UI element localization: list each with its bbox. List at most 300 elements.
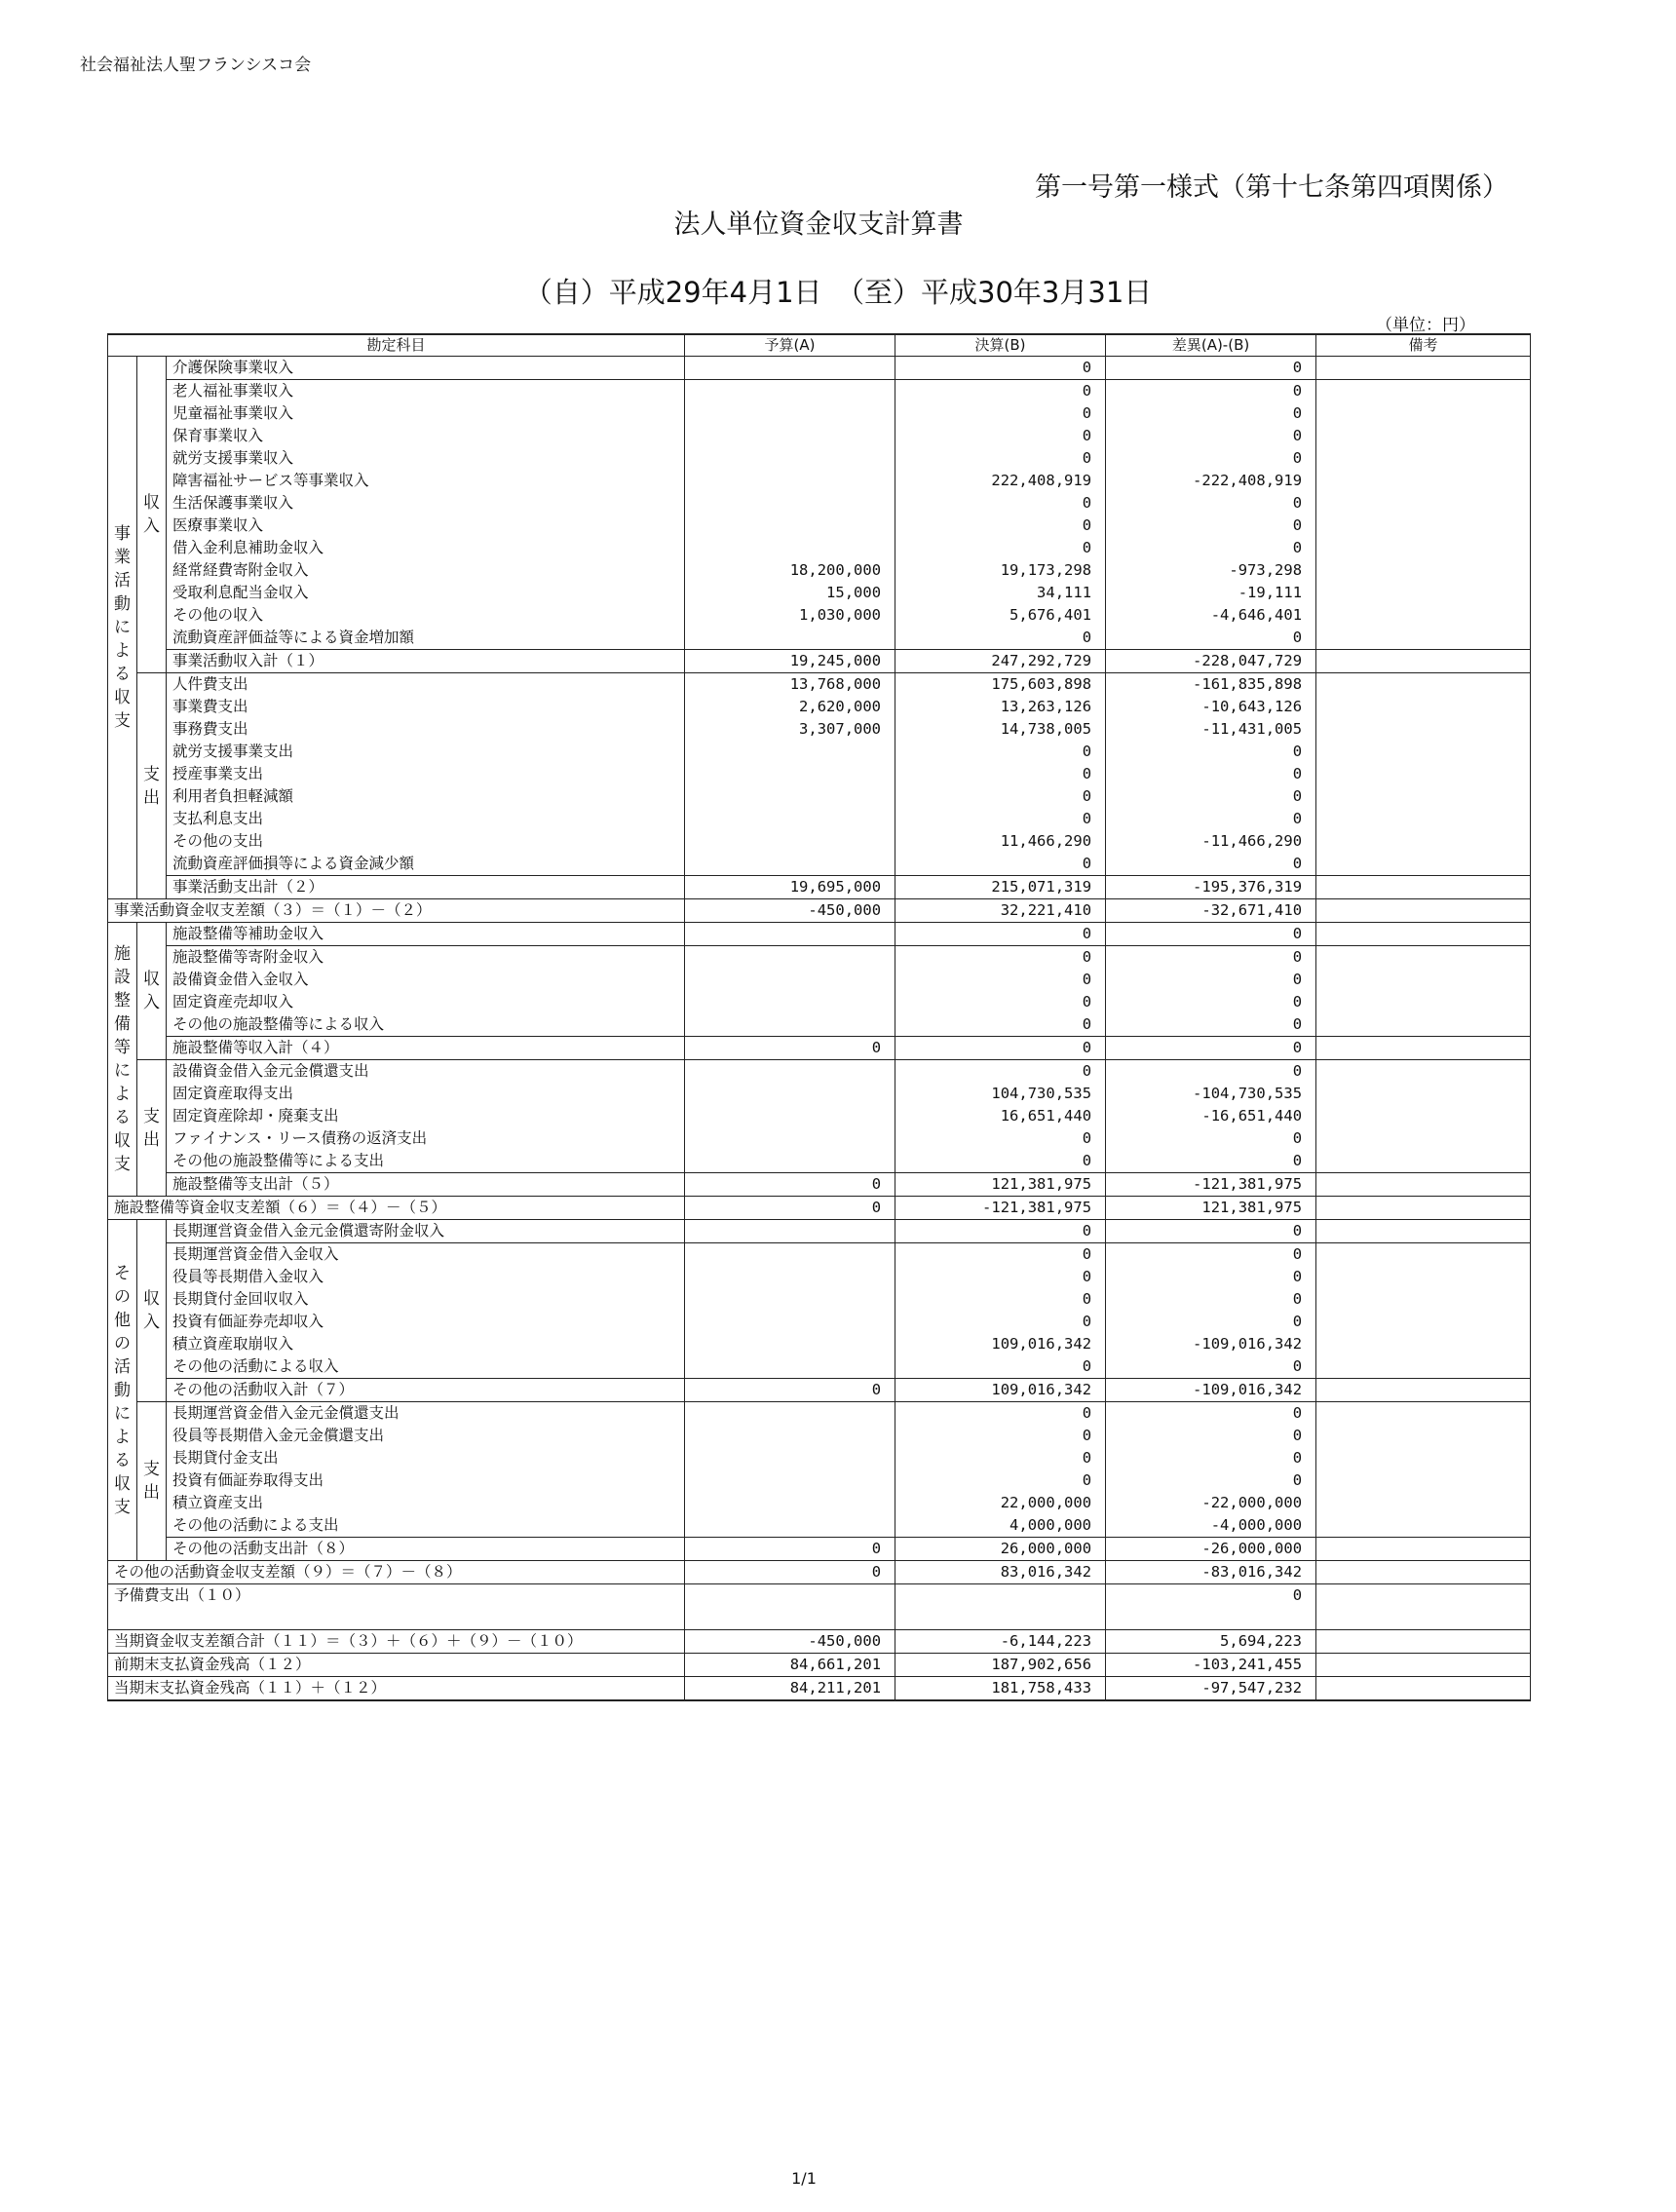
subtotal-row — [108, 650, 1531, 673]
account-name: 保育事業収入 — [167, 425, 685, 447]
diff-cell: -121,381,975 — [1106, 1173, 1316, 1197]
actual-cell: 83,016,342 — [895, 1561, 1106, 1584]
budget-cell — [685, 1220, 895, 1243]
remarks-cell — [1316, 1447, 1531, 1469]
account-name: 役員等長期借入金元金償還支出 — [167, 1425, 685, 1447]
actual-cell: 0 — [895, 402, 1106, 425]
remarks-cell — [1316, 537, 1531, 559]
account-name: 児童福祉事業収入 — [167, 402, 685, 425]
table-row — [108, 741, 1531, 763]
diff-cell: 0 — [1106, 1220, 1316, 1243]
diff-cell: -973,298 — [1106, 559, 1316, 582]
account-name: 施設整備等寄附金収入 — [167, 946, 685, 970]
diff-cell: 0 — [1106, 763, 1316, 785]
account-name: 施設整備等補助金収入 — [167, 923, 685, 946]
diff-cell: -97,547,232 — [1106, 1677, 1316, 1701]
account-name: 医療事業収入 — [167, 515, 685, 537]
budget-cell: 13,768,000 — [685, 673, 895, 697]
account-name: 就労支援事業支出 — [167, 741, 685, 763]
actual-cell: 4,000,000 — [895, 1514, 1106, 1538]
header-actual: 決算(B) — [895, 334, 1106, 357]
table-row — [108, 1083, 1531, 1105]
balance-row — [108, 899, 1531, 923]
actual-cell: 0 — [895, 1447, 1106, 1469]
account-name: 利用者負担軽減額 — [167, 785, 685, 808]
actual-cell: 104,730,535 — [895, 1083, 1106, 1105]
account-name: 事業活動資金収支差額（３）＝（１）－（２） — [108, 899, 685, 923]
diff-cell: 0 — [1106, 380, 1316, 403]
account-name: 設備資金借入金元金償還支出 — [167, 1060, 685, 1084]
table-row — [108, 1492, 1531, 1514]
budget-cell — [685, 1425, 895, 1447]
table-row — [108, 1311, 1531, 1333]
diff-cell: 0 — [1106, 808, 1316, 830]
remarks-cell — [1316, 650, 1531, 673]
budget-cell — [685, 763, 895, 785]
budget-cell — [685, 923, 895, 946]
table-row — [108, 969, 1531, 991]
account-name: 障害福祉サービス等事業収入 — [167, 470, 685, 492]
table-row — [108, 1333, 1531, 1355]
diff-cell: 0 — [1106, 1311, 1316, 1333]
table-row — [108, 1060, 1531, 1084]
actual-cell: 11,466,290 — [895, 830, 1106, 853]
actual-cell: 0 — [895, 537, 1106, 559]
diff-cell: 0 — [1106, 785, 1316, 808]
budget-cell: -450,000 — [685, 1630, 895, 1654]
actual-cell: 181,758,433 — [895, 1677, 1106, 1701]
actual-cell: 0 — [895, 1060, 1106, 1084]
table-row — [108, 1127, 1531, 1150]
account-name: その他の支出 — [167, 830, 685, 853]
remarks-cell — [1316, 830, 1531, 853]
remarks-cell — [1316, 741, 1531, 763]
remarks-cell — [1316, 1677, 1531, 1701]
diff-cell: 0 — [1106, 1266, 1316, 1288]
diff-cell: -4,646,401 — [1106, 604, 1316, 627]
category-label: その他の活動による収支 — [108, 1220, 137, 1561]
account-name: 役員等長期借入金収入 — [167, 1266, 685, 1288]
actual-cell: -121,381,975 — [895, 1197, 1106, 1220]
remarks-cell — [1316, 1379, 1531, 1402]
account-name: 固定資産売却収入 — [167, 991, 685, 1013]
actual-cell: 222,408,919 — [895, 470, 1106, 492]
budget-cell — [685, 470, 895, 492]
account-name: 流動資産評価損等による資金減少額 — [167, 853, 685, 876]
income-label: 収入 — [137, 1220, 167, 1402]
diff-cell: 0 — [1106, 1288, 1316, 1311]
budget-cell — [685, 1243, 895, 1267]
table-row — [108, 604, 1531, 627]
budget-cell — [685, 1060, 895, 1084]
expense-label: 支出 — [137, 673, 167, 899]
actual-cell: 109,016,342 — [895, 1379, 1106, 1402]
budget-cell: 0 — [685, 1173, 895, 1197]
actual-cell: 0 — [895, 1150, 1106, 1173]
budget-cell — [685, 357, 895, 380]
account-name: その他の活動支出計（８） — [167, 1538, 685, 1561]
diff-cell: -4,000,000 — [1106, 1514, 1316, 1538]
account-name: 流動資産評価益等による資金増加額 — [167, 627, 685, 650]
diff-cell: 0 — [1106, 425, 1316, 447]
diff-cell: 0 — [1106, 1355, 1316, 1379]
remarks-cell — [1316, 969, 1531, 991]
diff-cell: 0 — [1106, 923, 1316, 946]
account-name: 生活保護事業収入 — [167, 492, 685, 515]
remarks-cell — [1316, 923, 1531, 946]
remarks-cell — [1316, 1630, 1531, 1654]
subtotal-row — [108, 1173, 1531, 1197]
budget-cell — [685, 537, 895, 559]
summary-row — [108, 1630, 1531, 1654]
remarks-cell — [1316, 1425, 1531, 1447]
actual-cell: 175,603,898 — [895, 673, 1106, 697]
subtotal-row — [108, 1538, 1531, 1561]
diff-cell: -104,730,535 — [1106, 1083, 1316, 1105]
actual-cell: 215,071,319 — [895, 876, 1106, 899]
diff-cell: 0 — [1106, 492, 1316, 515]
remarks-cell — [1316, 853, 1531, 876]
budget-cell: 2,620,000 — [685, 696, 895, 718]
income-label: 収入 — [137, 923, 167, 1060]
diff-cell: -11,466,290 — [1106, 830, 1316, 853]
diff-cell: 0 — [1106, 1469, 1316, 1492]
actual-cell: 5,676,401 — [895, 604, 1106, 627]
budget-cell — [685, 853, 895, 876]
remarks-cell — [1316, 1402, 1531, 1426]
diff-cell: 0 — [1106, 1127, 1316, 1150]
actual-cell: 0 — [895, 1220, 1106, 1243]
diff-cell: 5,694,223 — [1106, 1630, 1316, 1654]
account-name: ファイナンス・リース債務の返済支出 — [167, 1127, 685, 1150]
budget-cell — [685, 1013, 895, 1037]
header-account: 勘定科目 — [108, 334, 685, 357]
actual-cell: 0 — [895, 1127, 1106, 1150]
actual-cell: 247,292,729 — [895, 650, 1106, 673]
diff-cell: -26,000,000 — [1106, 1538, 1316, 1561]
account-name: その他の収入 — [167, 604, 685, 627]
actual-cell: 0 — [895, 380, 1106, 403]
actual-cell: 0 — [895, 741, 1106, 763]
table-row — [108, 785, 1531, 808]
category-label: 施設整備等による収支 — [108, 923, 137, 1197]
account-name: 事業費支出 — [167, 696, 685, 718]
diff-cell: -195,376,319 — [1106, 876, 1316, 899]
remarks-cell — [1316, 1105, 1531, 1127]
account-name: 施設整備等支出計（５） — [167, 1173, 685, 1197]
budget-cell — [685, 380, 895, 403]
remarks-cell — [1316, 1173, 1531, 1197]
table-row — [108, 627, 1531, 650]
budget-cell: 0 — [685, 1561, 895, 1584]
remarks-cell — [1316, 808, 1531, 830]
actual-cell: 0 — [895, 1037, 1106, 1060]
account-name: 経常経費寄附金収入 — [167, 559, 685, 582]
account-name: その他の活動収入計（７） — [167, 1379, 685, 1402]
account-name: 老人福祉事業収入 — [167, 380, 685, 403]
diff-cell: -109,016,342 — [1106, 1333, 1316, 1355]
table-row — [108, 991, 1531, 1013]
remarks-cell — [1316, 582, 1531, 604]
account-name: 借入金利息補助金収入 — [167, 537, 685, 559]
budget-cell — [685, 741, 895, 763]
table-row — [108, 808, 1531, 830]
budget-cell — [685, 969, 895, 991]
budget-cell — [685, 1469, 895, 1492]
remarks-cell — [1316, 1514, 1531, 1538]
budget-cell: 19,695,000 — [685, 876, 895, 899]
account-name: 当期末支払資金残高（１１）＋（１２） — [108, 1677, 685, 1701]
diff-cell: -222,408,919 — [1106, 470, 1316, 492]
diff-cell: 0 — [1106, 741, 1316, 763]
table-row — [108, 470, 1531, 492]
remarks-cell — [1316, 492, 1531, 515]
budget-cell — [685, 515, 895, 537]
table-row — [108, 1220, 1531, 1243]
expense-label: 支出 — [137, 1402, 167, 1561]
remarks-cell — [1316, 1150, 1531, 1173]
actual-cell: 109,016,342 — [895, 1333, 1106, 1355]
table-row — [108, 425, 1531, 447]
account-name: 固定資産取得支出 — [167, 1083, 685, 1105]
diff-cell: 0 — [1106, 1243, 1316, 1267]
table-row — [108, 1402, 1531, 1426]
remarks-cell — [1316, 673, 1531, 697]
budget-cell: 0 — [685, 1379, 895, 1402]
actual-cell: 0 — [895, 923, 1106, 946]
budget-cell — [685, 1288, 895, 1311]
table-row — [108, 559, 1531, 582]
actual-cell: 0 — [895, 515, 1106, 537]
account-name: 受取利息配当金収入 — [167, 582, 685, 604]
account-name: 固定資産除却・廃棄支出 — [167, 1105, 685, 1127]
remarks-cell — [1316, 1584, 1531, 1630]
diff-cell: -11,431,005 — [1106, 718, 1316, 741]
budget-cell — [685, 785, 895, 808]
table-row — [108, 492, 1531, 515]
remarks-cell — [1316, 1127, 1531, 1150]
remarks-cell — [1316, 604, 1531, 627]
budget-cell — [685, 1150, 895, 1173]
remarks-cell — [1316, 425, 1531, 447]
actual-cell: 121,381,975 — [895, 1173, 1106, 1197]
budget-cell — [685, 1402, 895, 1426]
actual-cell: 0 — [895, 1355, 1106, 1379]
account-name: その他の活動による収入 — [167, 1355, 685, 1379]
diff-cell: -32,671,410 — [1106, 899, 1316, 923]
actual-cell: 0 — [895, 357, 1106, 380]
header-remarks: 備考 — [1316, 334, 1531, 357]
table-row — [108, 1243, 1531, 1267]
unit-label: （単位：円） — [1376, 316, 1475, 335]
actual-cell: 0 — [895, 447, 1106, 470]
actual-cell: 13,263,126 — [895, 696, 1106, 718]
actual-cell: 26,000,000 — [895, 1538, 1106, 1561]
account-name: 長期運営資金借入金収入 — [167, 1243, 685, 1267]
remarks-cell — [1316, 357, 1531, 380]
category-label: 事業活動による収支 — [108, 357, 137, 899]
account-name: 授産事業支出 — [167, 763, 685, 785]
diff-cell: -10,643,126 — [1106, 696, 1316, 718]
budget-cell: 84,661,201 — [685, 1654, 895, 1677]
remarks-cell — [1316, 559, 1531, 582]
actual-cell: 0 — [895, 492, 1106, 515]
account-name: 長期貸付金回収収入 — [167, 1288, 685, 1311]
actual-cell: 0 — [895, 1402, 1106, 1426]
remarks-cell — [1316, 785, 1531, 808]
table-row — [108, 1266, 1531, 1288]
budget-cell — [685, 1492, 895, 1514]
budget-cell: 0 — [685, 1197, 895, 1220]
remarks-cell — [1316, 1333, 1531, 1355]
remarks-cell — [1316, 1243, 1531, 1267]
remarks-cell — [1316, 1060, 1531, 1084]
actual-cell: 0 — [895, 1243, 1106, 1267]
subtotal-row — [108, 876, 1531, 899]
remarks-cell — [1316, 991, 1531, 1013]
table-row — [108, 946, 1531, 970]
actual-cell: 0 — [895, 425, 1106, 447]
account-name: 長期運営資金借入金元金償還寄附金収入 — [167, 1220, 685, 1243]
remarks-cell — [1316, 1288, 1531, 1311]
balance-row — [108, 1197, 1531, 1220]
table-row — [108, 853, 1531, 876]
diff-cell: 121,381,975 — [1106, 1197, 1316, 1220]
diff-cell: 0 — [1106, 991, 1316, 1013]
actual-cell: 0 — [895, 991, 1106, 1013]
actual-cell: 0 — [895, 969, 1106, 991]
actual-cell: 14,738,005 — [895, 718, 1106, 741]
remarks-cell — [1316, 718, 1531, 741]
actual-cell: 0 — [895, 1311, 1106, 1333]
budget-cell: 15,000 — [685, 582, 895, 604]
remarks-cell — [1316, 876, 1531, 899]
budget-cell: 19,245,000 — [685, 650, 895, 673]
diff-cell: 0 — [1106, 1150, 1316, 1173]
account-name: 事業活動支出計（２） — [167, 876, 685, 899]
table-row — [108, 1514, 1531, 1538]
remarks-cell — [1316, 1492, 1531, 1514]
expense-label: 支出 — [137, 1060, 167, 1197]
page-title: 法人単位資金収支計算書 — [673, 210, 964, 240]
table-row — [108, 1288, 1531, 1311]
budget-cell — [685, 1083, 895, 1105]
account-name: 施設整備等資金収支差額（６）＝（４）－（５） — [108, 1197, 685, 1220]
actual-cell: 19,173,298 — [895, 559, 1106, 582]
actual-cell: 0 — [895, 946, 1106, 970]
remarks-cell — [1316, 470, 1531, 492]
form-label: 第一号第一様式（第十七条第四項関係） — [1035, 172, 1508, 203]
remarks-cell — [1316, 1037, 1531, 1060]
remarks-cell — [1316, 1355, 1531, 1379]
diff-cell: 0 — [1106, 1060, 1316, 1084]
remarks-cell — [1316, 1311, 1531, 1333]
table-row — [108, 923, 1531, 946]
summary-row — [108, 1654, 1531, 1677]
remarks-cell — [1316, 1654, 1531, 1677]
account-name: 事務費支出 — [167, 718, 685, 741]
account-name: その他の活動による支出 — [167, 1514, 685, 1538]
table-row — [108, 673, 1531, 697]
remarks-cell — [1316, 899, 1531, 923]
actual-cell: 0 — [895, 853, 1106, 876]
remarks-cell — [1316, 447, 1531, 470]
diff-cell: 0 — [1106, 1447, 1316, 1469]
account-name: 就労支援事業収入 — [167, 447, 685, 470]
remarks-cell — [1316, 380, 1531, 403]
table-row — [108, 1447, 1531, 1469]
diff-cell: -161,835,898 — [1106, 673, 1316, 697]
account-name: 予備費支出（１０） — [108, 1584, 685, 1630]
table-row — [108, 830, 1531, 853]
remarks-cell — [1316, 946, 1531, 970]
diff-cell: -228,047,729 — [1106, 650, 1316, 673]
diff-cell: 0 — [1106, 969, 1316, 991]
table-row — [108, 537, 1531, 559]
remarks-cell — [1316, 627, 1531, 650]
table-row — [108, 380, 1531, 403]
subtotal-row — [108, 1037, 1531, 1060]
account-name: 施設整備等収入計（４） — [167, 1037, 685, 1060]
actual-cell: 0 — [895, 627, 1106, 650]
actual-cell: 0 — [895, 1288, 1106, 1311]
remarks-cell — [1316, 1538, 1531, 1561]
account-name: 長期貸付金支出 — [167, 1447, 685, 1469]
remarks-cell — [1316, 1561, 1531, 1584]
account-name: その他の活動資金収支差額（９）＝（７）－（８） — [108, 1561, 685, 1584]
diff-cell: -103,241,455 — [1106, 1654, 1316, 1677]
subtotal-row — [108, 1379, 1531, 1402]
header-budget: 予算(A) — [685, 334, 895, 357]
diff-cell: 0 — [1106, 357, 1316, 380]
diff-cell: 0 — [1106, 1584, 1316, 1630]
table-row — [108, 696, 1531, 718]
account-name: その他の施設整備等による支出 — [167, 1150, 685, 1173]
budget-cell: 0 — [685, 1037, 895, 1060]
diff-cell: -19,111 — [1106, 582, 1316, 604]
account-name: 積立資産取崩収入 — [167, 1333, 685, 1355]
actual-cell: 16,651,440 — [895, 1105, 1106, 1127]
budget-cell — [685, 991, 895, 1013]
actual-cell: 187,902,656 — [895, 1654, 1106, 1677]
diff-cell: 0 — [1106, 515, 1316, 537]
diff-cell: 0 — [1106, 853, 1316, 876]
diff-cell: 0 — [1106, 1037, 1316, 1060]
remarks-cell — [1316, 763, 1531, 785]
budget-cell — [685, 627, 895, 650]
account-name: 投資有価証券売却収入 — [167, 1311, 685, 1333]
budget-cell: 84,211,201 — [685, 1677, 895, 1701]
table-row — [108, 1013, 1531, 1037]
actual-cell: 0 — [895, 1266, 1106, 1288]
remarks-cell — [1316, 402, 1531, 425]
account-name: 支払利息支出 — [167, 808, 685, 830]
budget-cell — [685, 1333, 895, 1355]
diff-cell: 0 — [1106, 1013, 1316, 1037]
budget-cell — [685, 402, 895, 425]
account-name: 投資有価証券取得支出 — [167, 1469, 685, 1492]
remarks-cell — [1316, 1083, 1531, 1105]
budget-cell — [685, 1514, 895, 1538]
fiscal-period: （自）平成29年4月1日 （至）平成30年3月31日 — [523, 276, 1153, 309]
diff-cell: -16,651,440 — [1106, 1105, 1316, 1127]
remarks-cell — [1316, 1469, 1531, 1492]
account-name: 長期運営資金借入金元金償還支出 — [167, 1402, 685, 1426]
actual-cell: 0 — [895, 763, 1106, 785]
budget-cell: -450,000 — [685, 899, 895, 923]
diff-cell: 0 — [1106, 627, 1316, 650]
budget-cell: 3,307,000 — [685, 718, 895, 741]
